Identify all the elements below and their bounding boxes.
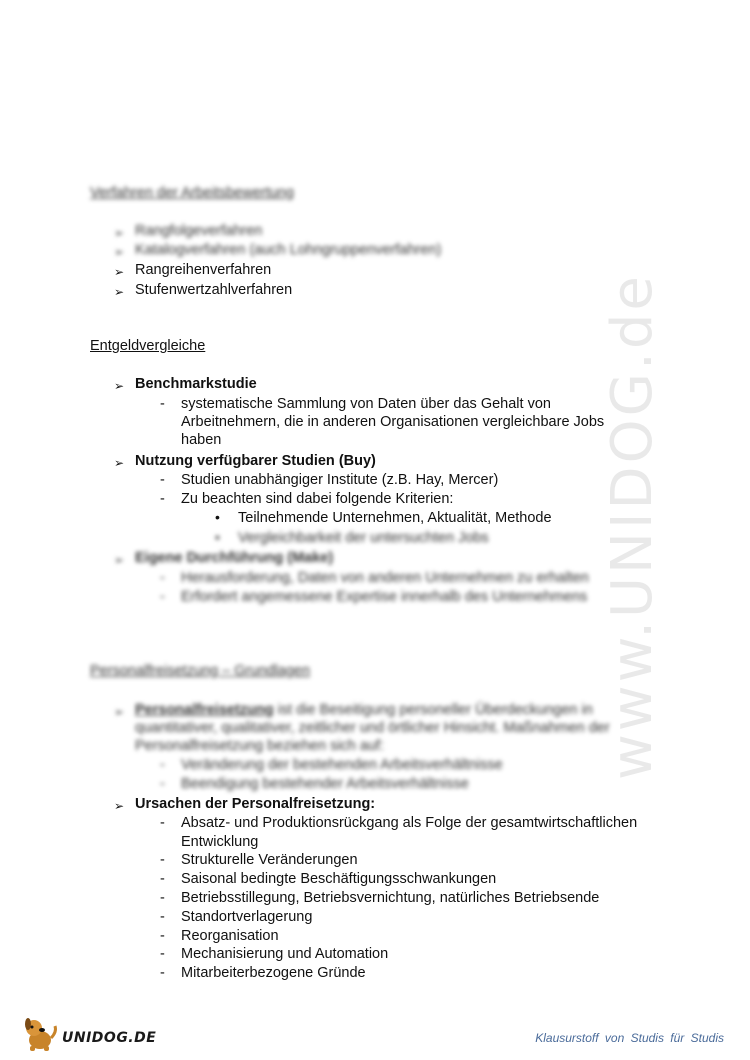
- arrow-bullet-icon: ➢: [114, 379, 125, 393]
- definition-term: Personalfreisetzung: [135, 702, 274, 718]
- dash-bullet: -: [160, 472, 165, 488]
- dash-bullet: -: [160, 965, 165, 981]
- dash-bullet: -: [160, 852, 165, 868]
- dash-bullet: -: [160, 890, 165, 906]
- dot-bullet: •: [215, 509, 220, 525]
- list-item: Reorganisation: [181, 928, 279, 944]
- list-item: Stufenwertzahlverfahren: [135, 282, 293, 298]
- list-item: Strukturelle Veränderungen: [181, 852, 358, 868]
- dash-bullet: -: [160, 928, 165, 944]
- list-item: Rangfolgeverfahren: [135, 223, 263, 239]
- list-item: Beendigung bestehender Arbeitsverhältnisse: [181, 776, 469, 792]
- logo-text: UNIDOG.DE: [62, 1030, 157, 1046]
- arrow-bullet-icon: ➢: [114, 265, 125, 279]
- list-item: Mitarbeiterbezogene Gründe: [181, 965, 366, 981]
- dot-bullet: •: [215, 529, 220, 545]
- list-item: Vergleichbarkeit der untersuchten Jobs: [238, 530, 489, 546]
- definition-text: ist die Beseitigung personeller Überdeckungen in: [277, 702, 593, 718]
- arrow-bullet-icon: ➢: [114, 245, 125, 259]
- dash-bullet: -: [160, 757, 165, 773]
- list-item: Absatz- und Produktionsrückgang als Folge der gesamtwirtschaftlichen: [181, 815, 638, 831]
- definition-line: Personalfreisetzung beziehen sich auf:: [135, 738, 385, 754]
- section-title: Personalfreisetzung – Grundlagen: [90, 663, 311, 679]
- subheading: Benchmarkstudie: [135, 376, 257, 392]
- list-item: Veränderung der bestehenden Arbeitsverhältnisse: [181, 757, 503, 773]
- arrow-bullet-icon: ➢: [114, 456, 125, 470]
- arrow-bullet-icon: ➢: [114, 285, 125, 299]
- dash-bullet: -: [160, 776, 165, 792]
- list-item: Teilnehmende Unternehmen, Aktualität, Methode: [238, 510, 552, 526]
- list-item: Mechanisierung und Automation: [181, 946, 389, 962]
- subheading: Ursachen der Personalfreisetzung:: [135, 796, 376, 812]
- dash-bullet: -: [160, 946, 165, 962]
- list-item: Herausforderung, Daten von anderen Unternehmen zu erhalten: [181, 570, 589, 586]
- footer-tagline: Klausurstoff von Studis für Studis: [535, 1031, 724, 1045]
- arrow-bullet-icon: ➢: [114, 553, 125, 567]
- list-item: Erfordert angemessene Expertise innerhalb des Unternehmens: [181, 589, 588, 605]
- arrow-bullet-icon: ➢: [114, 705, 125, 719]
- list-item: Betriebsstillegung, Betriebsvernichtung, natürliches Betriebsende: [181, 890, 600, 906]
- list-item-continuation: haben: [181, 432, 222, 448]
- list-item-continuation: Entwicklung: [181, 834, 259, 850]
- dash-bullet: -: [160, 909, 165, 925]
- list-item: Saisonal bedingte Beschäftigungsschwankungen: [181, 871, 497, 887]
- dash-bullet: -: [160, 871, 165, 887]
- section-title: Entgeldvergleiche: [90, 338, 206, 354]
- dash-bullet: -: [160, 491, 165, 507]
- dash-bullet: -: [160, 396, 165, 412]
- section-title: Verfahren der Arbeitsbewertung: [90, 185, 294, 201]
- list-item: Studien unabhängiger Institute (z.B. Hay, Mercer): [181, 472, 499, 488]
- watermark: www.UNIDOG.de: [600, 273, 665, 780]
- arrow-bullet-icon: ➢: [114, 799, 125, 813]
- dog-logo-icon: [20, 1016, 60, 1052]
- list-item-continuation: Arbeitnehmern, die in anderen Organisationen vergleichbare Jobs: [181, 414, 605, 430]
- subheading: Eigene Durchführung (Make): [135, 550, 334, 566]
- list-item: Katalogverfahren (auch Lohngruppenverfahren): [135, 242, 442, 258]
- dash-bullet: -: [160, 570, 165, 586]
- definition-line: quantitativer, qualitativer, zeitlicher und örtlicher Hinsicht. Maßnahmen der: [135, 720, 610, 736]
- dash-bullet: -: [160, 815, 165, 831]
- list-item: systematische Sammlung von Daten über das Gehalt von: [181, 396, 551, 412]
- arrow-bullet-icon: ➢: [114, 226, 125, 240]
- list-item: Standortverlagerung: [181, 909, 313, 925]
- definition-line: [135, 702, 593, 718]
- dash-bullet: -: [160, 589, 165, 605]
- list-item: Rangreihenverfahren: [135, 262, 272, 278]
- subheading: Nutzung verfügbarer Studien (Buy): [135, 453, 376, 469]
- list-item: Zu beachten sind dabei folgende Kriterien:: [181, 491, 454, 507]
